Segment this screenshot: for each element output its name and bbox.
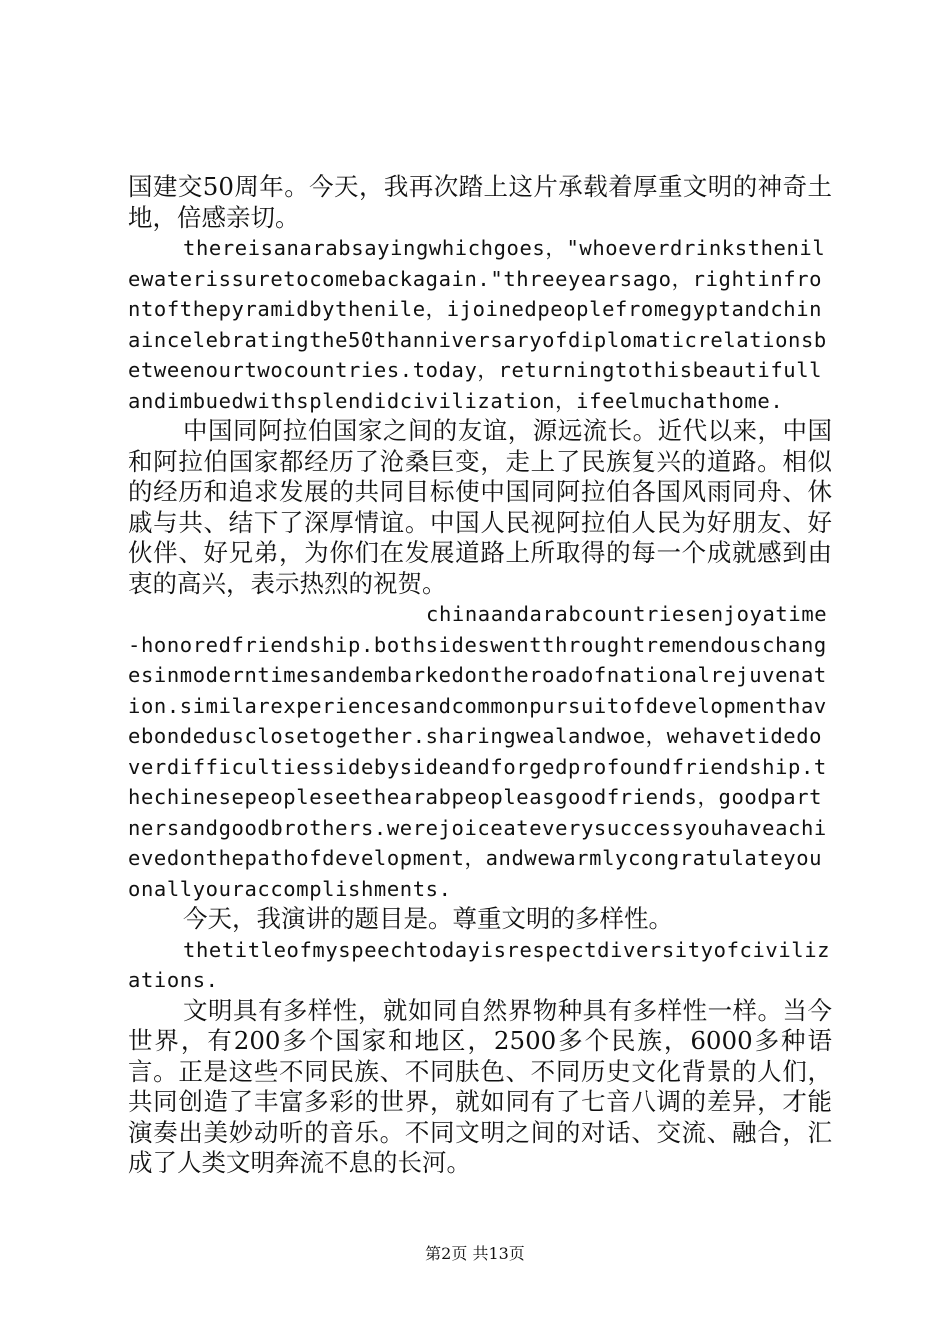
paragraph-english-friendship: chinaandarabcountriesenjoyatime-honoredfriendship.bothsideswentthroughtremendouschangesinmoderntimesandembarkedontheroadofnationalrejuvenation.similarexperiencesandcommonpursuitofdevelopmenthavebondedusclosetogether.sharingwealandwoe，wehavetidedoverdifficultiessidebysideandforgedprofoundfriendship.thechinesepeopleseethearabpeopleasgoodfriends，goodpartnersandgoodbrothers.werejoiceateverysuccessyouhaveachievedonthepathofdevelopment，andwewarmlycongratulateyouonallyouraccomplishments. xyxy=(128,602,828,901)
page-content xyxy=(128,172,832,1179)
paragraph-continued-chinese: 国建交50周年。今天，我再次踏上这片承载着厚重文明的神奇土地，倍感亲切。 xyxy=(128,172,832,232)
paragraph-english-title: thetitleofmyspeechtodayisrespectdiversityofcivilizations. xyxy=(128,937,831,992)
paragraph-english-nile: thereisanarabsayingwhichgoes，"whoeverdrinksthenilewaterissuretocomebackagain."threeyearsago，rightinfrontofthepyramidbythenile，ijoinedpeoplefromegyptandchinaincelebratingthe50thanniversaryofdiplomaticrelationsbetweenourtwocountries.today，returningtothisbeautifullandimbuedwithsplendidcivilization，ifeelmuchathome. xyxy=(128,236,827,413)
paragraph-chinese-friendship: 中国同阿拉伯国家之间的友谊，源远流长。近代以来，中国和阿拉伯国家都经历了沧桑巨变，走上了民族复兴的道路。相似的经历和追求发展的共同目标使中国同阿拉伯各国风雨同舟、休戚与共、结下了深厚情谊。中国人民视阿拉伯人民为好朋友、好伙伴、好兄弟，为你们在发展道路上所取得的每一个成就感到由衷的高兴，表示热烈的祝贺。 xyxy=(128,416,832,598)
paragraph-chinese-diversity: 文明具有多样性，就如同自然界物种具有多样性一样。当今世界，有200多个国家和地区，2500多个民族，6000多种语言。正是这些不同民族、不同肤色、不同历史文化背景的人们，共同创造了丰富多彩的世界，就如同有了七音八调的差异，才能演奏出美妙动听的音乐。不同文明之间的对话、交流、融合，汇成了人类文明奔流不息的长河。 xyxy=(128,995,832,1177)
paragraph-chinese-title: 今天，我演讲的题目是。尊重文明的多样性。 xyxy=(183,904,673,933)
page-number-footer: 第2页 共13页 xyxy=(425,1244,525,1263)
